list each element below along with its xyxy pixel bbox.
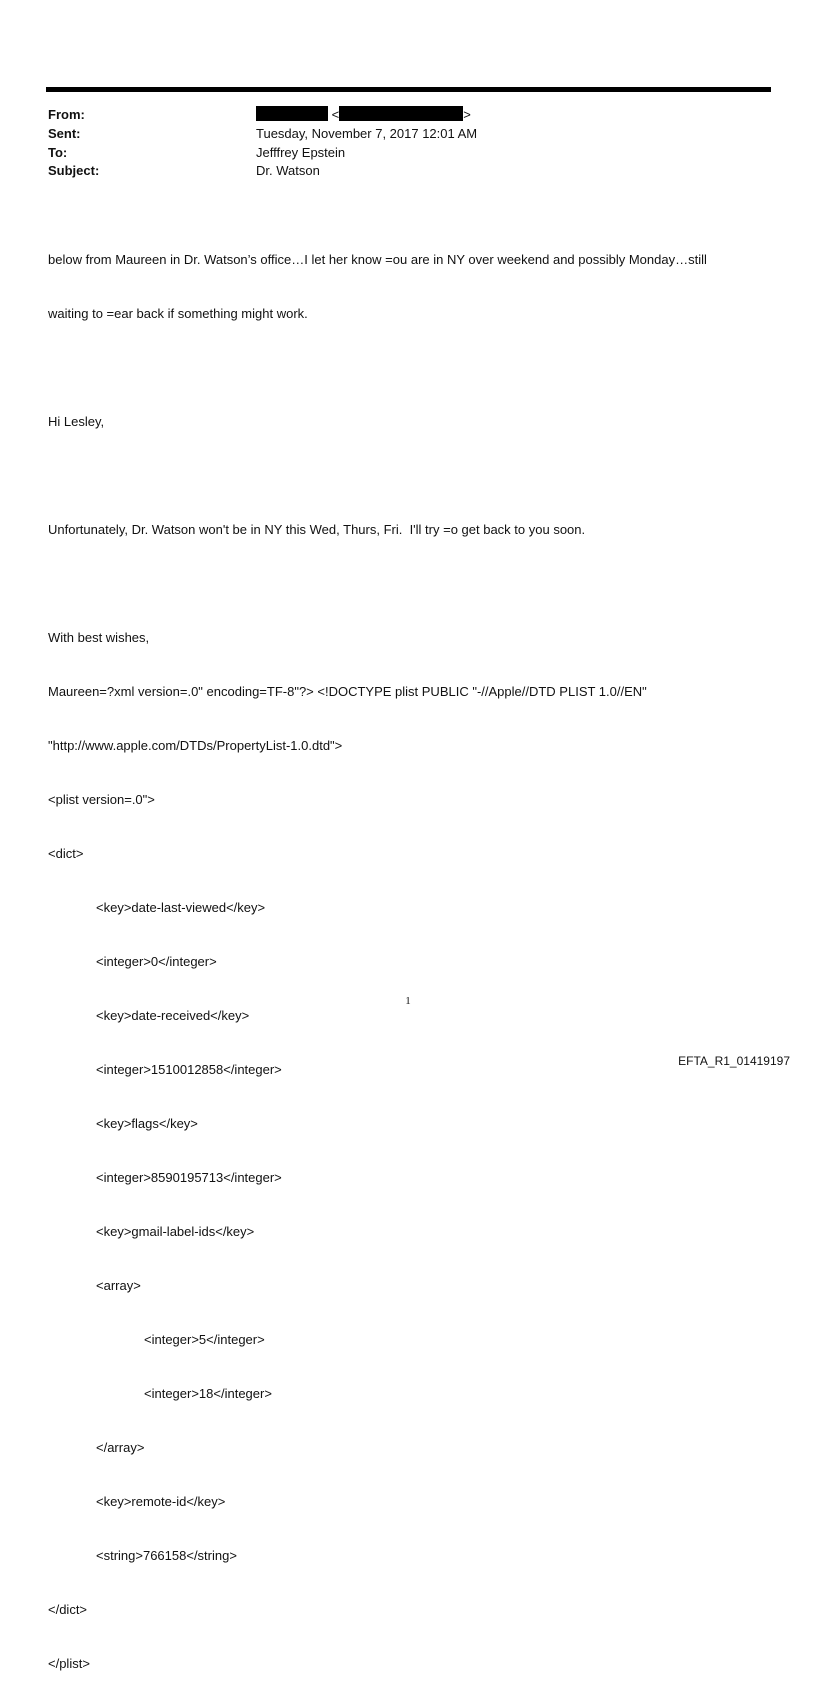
xml-line: <string>766158</string>: [96, 1548, 237, 1563]
intro-line-1: below from Maureen in Dr. Watson’s office…I let her know =ou are in NY over weekend and possibly Monday…still: [48, 252, 707, 267]
xml-line: <key>date-received</key>: [96, 1008, 250, 1023]
email-body: [48, 215, 748, 1691]
xml-line: </plist>: [48, 1656, 90, 1671]
xml-line: <integer>18</integer>: [144, 1386, 272, 1401]
xml-line: <key>date-last-viewed</key>: [96, 900, 266, 915]
xml-line: </dict>: [48, 1602, 88, 1617]
xml-line: </array>: [96, 1440, 145, 1455]
sent-value: Tuesday, November 7, 2017 12:01 AM: [256, 126, 478, 141]
redaction-sender-email: [339, 106, 463, 121]
xml-line: <plist version=.0">: [48, 792, 155, 807]
from-lt: <: [331, 107, 340, 122]
xml-line: <integer>1510012858</integer>: [96, 1062, 282, 1077]
from-label: From:: [48, 107, 85, 122]
to-value: Jefffrey Epstein: [256, 145, 346, 160]
subject-value: Dr. Watson: [256, 163, 320, 178]
xml-line: <integer>0</integer>: [96, 954, 217, 969]
page-number: 1: [405, 995, 411, 1007]
greeting: Hi Lesley,: [48, 414, 105, 429]
xml-line: <integer>8590195713</integer>: [96, 1170, 282, 1185]
message: Unfortunately, Dr. Watson won't be in NY this Wed, Thurs, Fri. I'll try =o get back to you soon.: [48, 522, 586, 537]
from-gt: >: [463, 107, 471, 122]
xml-line: <integer>5</integer>: [144, 1332, 265, 1347]
subject-label: Subject:: [48, 163, 100, 178]
xml-line: "http://www.apple.com/DTDs/PropertyList-1.0.dtd">: [48, 738, 343, 753]
closing: With best wishes,: [48, 630, 150, 645]
xml-line: <key>remote-id</key>: [96, 1494, 226, 1509]
from-value: [256, 106, 471, 124]
xml-line: <array>: [96, 1278, 141, 1293]
sent-label: Sent:: [48, 126, 81, 141]
to-label: To:: [48, 145, 68, 160]
redaction-sender-name: [256, 106, 328, 121]
xml-line: Maureen=?xml version=.0" encoding=TF-8"?> <!DOCTYPE plist PUBLIC "-//Apple//DTD PLIST 1.0//EN": [48, 684, 647, 699]
xml-line: <dict>: [48, 846, 84, 861]
document-id: EFTA_R1_01419197: [678, 1054, 790, 1068]
intro-line-2: waiting to =ear back if something might work.: [48, 306, 308, 321]
header-rule: [46, 87, 771, 92]
xml-line: <key>gmail-label-ids</key>: [96, 1224, 255, 1239]
xml-line: <key>flags</key>: [96, 1116, 198, 1131]
